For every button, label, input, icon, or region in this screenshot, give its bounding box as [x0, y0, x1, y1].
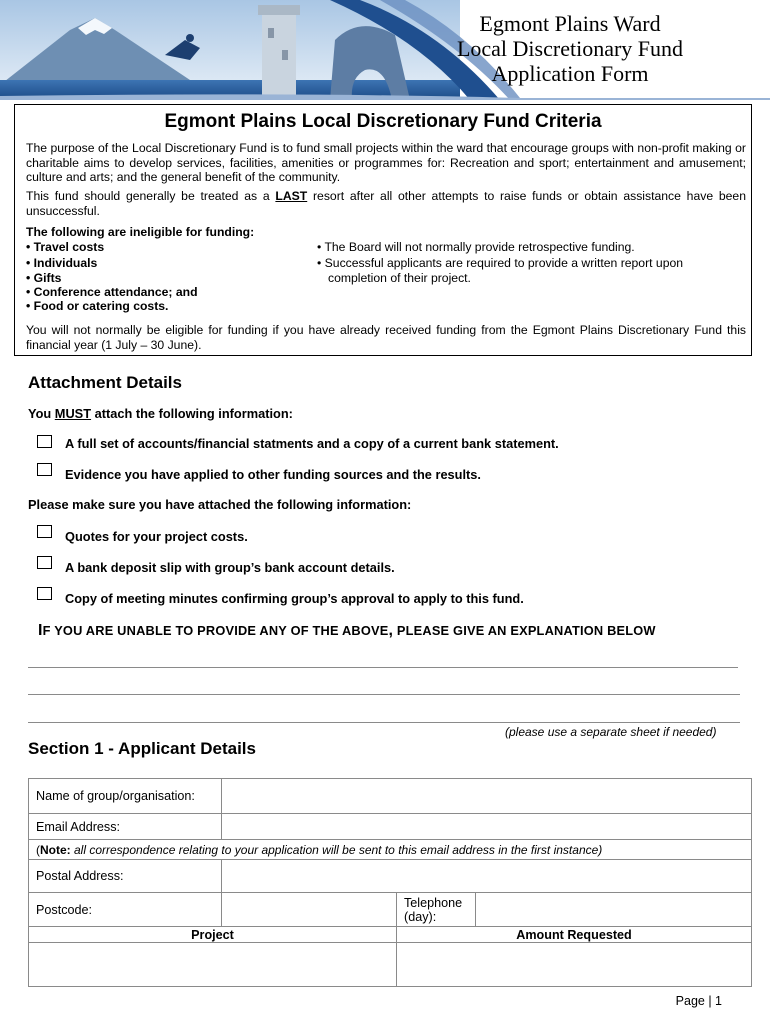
- email-note: (Note: all correspondence relating to your application will be sent to this email address in the first instance): [29, 840, 752, 860]
- amount-field[interactable]: [397, 943, 752, 987]
- separate-sheet-note: (please use a separate sheet if needed): [505, 725, 717, 739]
- last-resort-text-before: This fund should generally be treated as a: [26, 189, 276, 203]
- applicant-details-table: [28, 778, 752, 987]
- ineligible-item: • Travel costs: [26, 240, 105, 254]
- postcode-label: Postcode:: [29, 893, 222, 927]
- form-title-line-3: Application Form: [491, 61, 649, 86]
- accounts-checkbox-label: A full set of accounts/financial statments and a copy of a current bank statement.: [65, 436, 559, 451]
- postcode-field[interactable]: [222, 893, 397, 927]
- form-title-line-1: Egmont Plains Ward: [479, 11, 661, 36]
- eligibility-note: You will not normally be eligible for funding if you have already received funding from the Egmont Plains Discretionary Fund this financial year (1 July – 30 June).: [26, 323, 746, 352]
- deposit-slip-checkbox[interactable]: [37, 556, 52, 569]
- last-resort-text-after: resort after all other attempts to raise funds or obtain assistance have been unsuccessful.: [26, 189, 746, 218]
- make-sure-label: Please make sure you have attached the following information:: [28, 497, 412, 512]
- attachment-heading: Attachment Details: [28, 373, 182, 392]
- email-label: Email Address:: [29, 814, 222, 840]
- last-resort-paragraph: [26, 189, 746, 218]
- explanation-line-2[interactable]: [28, 694, 740, 695]
- telephone-label: Telephone (day):: [397, 893, 476, 927]
- board-note: • The Board will not normally provide retrospective funding.: [317, 240, 635, 254]
- other-funding-checkbox[interactable]: [37, 463, 52, 476]
- quotes-checkbox[interactable]: [37, 525, 52, 538]
- explanation-line-3[interactable]: [28, 722, 740, 723]
- other-funding-checkbox-label: Evidence you have applied to other funding sources and the results.: [65, 467, 481, 482]
- amount-column-header: Amount Requested: [397, 927, 752, 943]
- criteria-title: Egmont Plains Local Discretionary Fund Criteria: [164, 111, 602, 132]
- project-column-header: Project: [29, 927, 397, 943]
- telephone-field[interactable]: [476, 893, 752, 927]
- section-1-heading: Section 1 - Applicant Details: [28, 739, 256, 758]
- group-name-field[interactable]: [222, 779, 752, 814]
- meeting-minutes-checkbox[interactable]: [37, 587, 52, 600]
- criteria-box: [14, 104, 752, 356]
- report-note-line-1: • Successful applicants are required to provide a written report upon: [317, 256, 684, 270]
- meeting-minutes-checkbox-label: Copy of meeting minutes confirming group’s approval to apply to this fund.: [65, 591, 524, 606]
- group-name-label: Name of group/organisation:: [29, 779, 222, 814]
- report-note-line-2: completion of their project.: [328, 271, 471, 285]
- form-title-line-2: Local Discretionary Fund: [456, 36, 684, 61]
- tower-shape: [262, 8, 296, 100]
- postal-address-field[interactable]: [222, 860, 752, 893]
- header-banner: [0, 0, 770, 100]
- postal-address-label: Postal Address:: [29, 860, 222, 893]
- project-field[interactable]: [29, 943, 397, 987]
- explanation-line-1[interactable]: [28, 667, 738, 668]
- ineligible-heading: The following are ineligible for funding:: [26, 225, 255, 239]
- ineligible-item: • Conference attendance; and: [26, 285, 198, 299]
- must-emphasis: MUST: [54, 406, 92, 421]
- deposit-slip-checkbox-label: A bank deposit slip with group’s bank account details.: [65, 560, 395, 575]
- ineligible-item: • Gifts: [26, 271, 62, 285]
- page-number: Page | 1: [675, 994, 722, 1008]
- email-field[interactable]: [222, 814, 752, 840]
- quotes-checkbox-label: Quotes for your project costs.: [65, 529, 248, 544]
- explanation-instruction: IF YOU ARE UNABLE TO PROVIDE ANY OF THE ABOVE, PLEASE GIVE AN EXPLANATION BELOW: [38, 622, 656, 639]
- purpose-paragraph: The purpose of the Local Discretionary Fund is to fund small projects within the ward that encourage groups with non-profit making or charitable aims to develop services, facilities, amenities or programmes for: Recreation and sport; entertainment and amusement; culture and arts; and the general benefit of the community.: [26, 141, 746, 184]
- ineligible-item: • Individuals: [26, 256, 98, 270]
- must-attach-label: You MUST attach the following information:: [28, 406, 293, 421]
- accounts-checkbox[interactable]: [37, 435, 52, 448]
- last-resort-emphasis: LAST: [275, 189, 308, 203]
- ineligible-item: • Food or catering costs.: [26, 299, 169, 313]
